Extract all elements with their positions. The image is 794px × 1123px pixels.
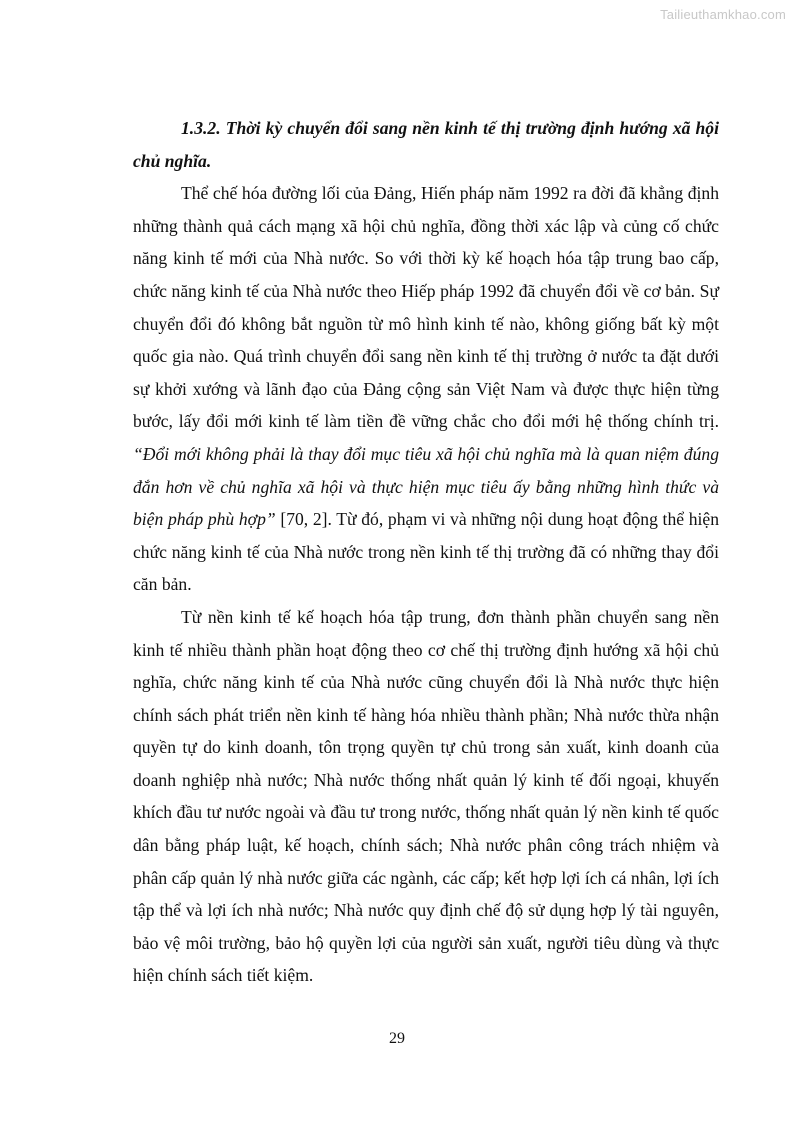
paragraph-1-citation-text: [70, 2]. Từ đó, phạm vi và những nội dung hoạt động thể hiện chức năng kinh tế của Nhà nước trong nền kinh tế thị trường đã có những thay đổi căn bản. — [133, 509, 720, 595]
paragraph-2: Từ nền kinh tế kế hoạch hóa tập trung, đơn thành phần chuyển sang nền kinh tế nhiều thành phần hoạt động theo cơ chế thị trường định hướng xã hội chủ nghĩa, chức năng kinh tế của Nhà nước cũng chuyển đổi là Nhà nước thực hiện chính sách phát triển nền kinh tế hàng hóa nhiều thành phần; Nhà nước thừa nhận quyền tự do kinh doanh, tôn trọng quyền tự chủ trong sản xuất, kinh doanh của doanh nghiệp nhà nước; Nhà nước thống nhất quản lý kinh tế đối ngoại, khuyến khích đầu tư nước ngoài và đầu tư trong nước, thống nhất quản lý nền kinh tế quốc dân bằng pháp luật, kế hoạch, chính sách; Nhà nước phân công trách nhiệm và phân cấp quản lý nhà nước giữa các ngành, các cấp; kết hợp lợi ích cá nhân, lợi ích tập thể và lợi ích nhà nước; Nhà nước quy định chế độ sử dụng hợp lý tài nguyên, bảo vệ môi trường, bảo hộ quyền lợi của người sản xuất, người tiêu dùng và thực hiện chính sách tiết kiệm. — [133, 606, 719, 986]
paragraph-1 — [133, 177, 719, 601]
page-number: 29 — [389, 1030, 405, 1047]
document-body — [133, 112, 719, 992]
watermark-text: Tailieuthamkhao.com — [660, 7, 786, 22]
section-heading: 1.3.2. Thời kỳ chuyển đổi sang nền kinh tế thị trường định hướng xã hội chủ nghĩa. — [133, 118, 719, 171]
paragraph-1-text: Thể chế hóa đường lối của Đảng, Hiến pháp năm 1992 ra đời đã khẳng định những thành quả cách mạng xã hội chủ nghĩa, đồng thời xác lập và củng cố chức năng kinh tế mới của Nhà nước. So với thời kỳ kế hoạch hóa tập trung bao cấp, chức năng kinh tế của Nhà nước theo Hiếp pháp 1992 đã chuyển đổi về cơ bản. Sự chuyển đổi đó không bắt nguồn từ mô hình kinh tế nào, không giống bất kỳ một quốc gia nào. Quá trình chuyển đổi sang nền kinh tế thị trường ở nước ta đặt dưới sự khởi xướng và lãnh đạo của Đảng cộng sản Việt Nam và được thực hiện từng bước, lấy đổi mới kinh tế làm tiền đề vững chắc cho đổi mới hệ thống chính trị. — [133, 183, 719, 432]
paragraph-1-quote: “Đổi mới không phải là thay đổi mục tiêu xã hội chủ nghĩa mà là quan niệm đúng đắn hơn về chủ nghĩa xã hội và thực hiện mục tiêu ấy bằng những hình thức và biện pháp phù hợp” — [133, 443, 719, 530]
